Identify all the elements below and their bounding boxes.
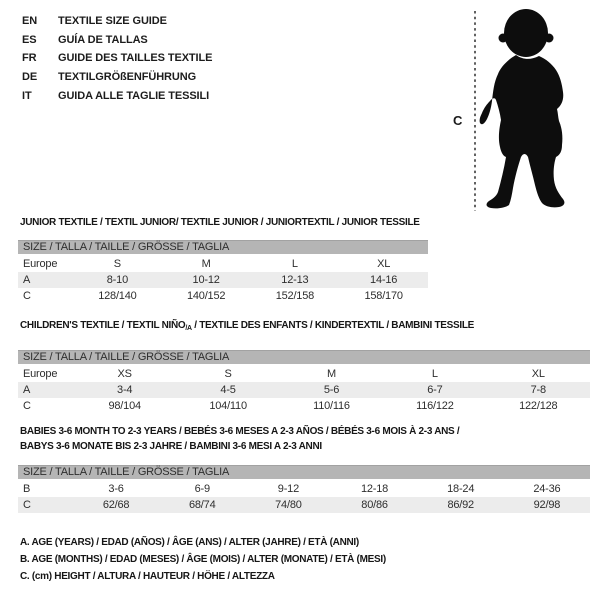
size-header-bar: SIZE / TALLA / TAILLE / GRÖSSE / TAGLIA — [18, 240, 428, 254]
table-cell: 86/92 — [447, 499, 474, 511]
measure-label-c: C — [453, 113, 463, 128]
table-row — [18, 272, 428, 288]
table-cell: 92/98 — [533, 499, 561, 511]
table-cell: L — [291, 258, 298, 270]
table-cell: S — [113, 258, 121, 270]
row-label: Europe — [23, 258, 58, 270]
baby-silhouette-icon — [450, 5, 590, 215]
language-code: IT — [22, 89, 32, 102]
language-row — [22, 86, 212, 105]
table-cell: 14-16 — [370, 274, 398, 286]
table-cell: 98/104 — [108, 400, 141, 412]
section-junior-textile — [18, 217, 428, 304]
footnote-line: C. (cm) HEIGHT / ALTURA / HAUTEUR / HÖHE / ALTEZZA — [20, 570, 275, 582]
table-cell: M — [326, 368, 336, 380]
size-table-babies — [18, 481, 590, 513]
title-subscript: /A — [185, 325, 192, 332]
language-row — [22, 12, 212, 31]
table-cell: 140/152 — [186, 290, 226, 302]
table-cell: 18-24 — [447, 483, 475, 495]
row-label: C — [23, 290, 31, 302]
table-cell: 3-4 — [117, 384, 133, 396]
table-cell: XL — [377, 258, 391, 270]
language-code: ES — [22, 33, 37, 46]
size-header-bar: SIZE / TALLA / TAILLE / GRÖSSE / TAGLIA — [18, 465, 590, 479]
table-row — [18, 382, 590, 398]
table-cell: M — [201, 258, 211, 270]
section-title-line — [20, 217, 428, 229]
title-text: JUNIOR TEXTILE / TEXTIL JUNIOR/ TEXTILE JUNIOR / JUNIORTEXTIL / JUNIOR TESSILE — [20, 217, 420, 228]
language-code: FR — [22, 52, 37, 65]
table-cell: 68/74 — [188, 499, 216, 511]
table-cell: 110/116 — [313, 400, 350, 412]
section-title-line — [20, 320, 590, 335]
row-label: C — [23, 499, 31, 511]
table-cell: 3-6 — [108, 483, 124, 495]
size-table-junior — [18, 256, 428, 304]
legend-footnotes — [20, 535, 386, 585]
section-babies-textile — [18, 424, 590, 513]
title-text: BABIES 3-6 MONTH TO 2-3 YEARS / BEBÉS 3-6 MESES A 2-3 AÑOS / BÉBÉS 3-6 MOIS À 2-3 ANS / — [20, 426, 460, 437]
table-cell: 12-13 — [281, 274, 309, 286]
table-cell: 6-7 — [427, 384, 443, 396]
language-code: EN — [22, 15, 38, 28]
language-label: TEXTILGRÖßENFÜHRUNG — [58, 71, 197, 84]
row-label: C — [23, 400, 31, 412]
language-list — [22, 12, 212, 105]
section-title-line — [20, 424, 590, 439]
table-cell: 122/128 — [519, 400, 558, 412]
table-cell: 7-8 — [530, 384, 546, 396]
language-row — [22, 68, 212, 87]
table-cell: 5-6 — [323, 384, 340, 396]
language-code: DE — [22, 71, 38, 84]
footnote-line: B. AGE (MONTHS) / EDAD (MESES) / ÂGE (MOIS) / ALTER (MONATE) / ETÀ (MESI) — [20, 553, 386, 565]
language-label: GUIDA ALLE TAGLIE TESSILI — [58, 89, 210, 102]
table-cell: 158/170 — [364, 290, 403, 302]
table-cell: S — [224, 368, 232, 380]
table-cell: XS — [117, 368, 132, 380]
size-header-bar: SIZE / TALLA / TAILLE / GRÖSSE / TAGLIA — [18, 350, 590, 364]
title-text: BABYS 3-6 MONATE BIS 2-3 JAHRE / BAMBINI 3-6 MESI A 2-3 ANNI — [20, 441, 322, 452]
baby-silhouette — [480, 9, 565, 208]
row-label: A — [23, 384, 31, 396]
table-row — [18, 366, 590, 382]
table-cell: 6-9 — [194, 483, 210, 495]
language-label: GUÍA DE TALLAS — [58, 33, 148, 46]
language-label: TEXTILE SIZE GUIDE — [58, 15, 167, 28]
table-cell: 62/68 — [102, 499, 130, 511]
row-label: A — [23, 274, 31, 286]
table-row — [18, 398, 590, 414]
title-text: CHILDREN'S TEXTILE / TEXTIL NIÑO — [20, 320, 186, 331]
table-cell: L — [431, 368, 438, 380]
table-row — [18, 288, 428, 304]
table-cell: 152/158 — [275, 290, 315, 302]
language-row — [22, 31, 212, 50]
table-cell: 8-10 — [106, 274, 128, 286]
table-cell: 128/140 — [98, 290, 137, 302]
section-title-line — [20, 439, 590, 454]
row-label: B — [23, 483, 31, 495]
baby-figure — [450, 5, 590, 215]
table-cell: 80/86 — [361, 499, 388, 511]
title-text: / TEXTILE DES ENFANTS / KINDERTEXTIL / BAMBINI TESSILE — [191, 320, 475, 331]
footnote-line: A. AGE (YEARS) / EDAD (AÑOS) / ÂGE (ANS) / ALTER (JAHRE) / ETÀ (ANNI) — [20, 537, 359, 548]
section-title — [18, 320, 590, 335]
section-title — [18, 217, 428, 229]
table-cell: 104/110 — [209, 400, 247, 412]
table-cell: 9-12 — [277, 483, 299, 495]
table-row — [18, 256, 428, 272]
size-table-children — [18, 366, 590, 414]
table-row — [18, 481, 590, 497]
language-row — [22, 49, 212, 68]
language-label: GUIDE DES TAILLES TEXTILE — [58, 52, 213, 65]
table-cell: 12-18 — [360, 483, 389, 495]
table-row — [18, 497, 590, 513]
table-cell: 24-36 — [533, 483, 561, 495]
table-cell: 74/80 — [275, 499, 302, 511]
section-children-textile — [18, 320, 590, 414]
section-title — [18, 424, 590, 454]
row-label: Europe — [23, 368, 58, 380]
table-cell: XL — [531, 368, 545, 380]
table-cell: 10-12 — [192, 274, 220, 286]
table-cell: 116/122 — [416, 400, 454, 412]
table-cell: 4-5 — [220, 384, 236, 396]
